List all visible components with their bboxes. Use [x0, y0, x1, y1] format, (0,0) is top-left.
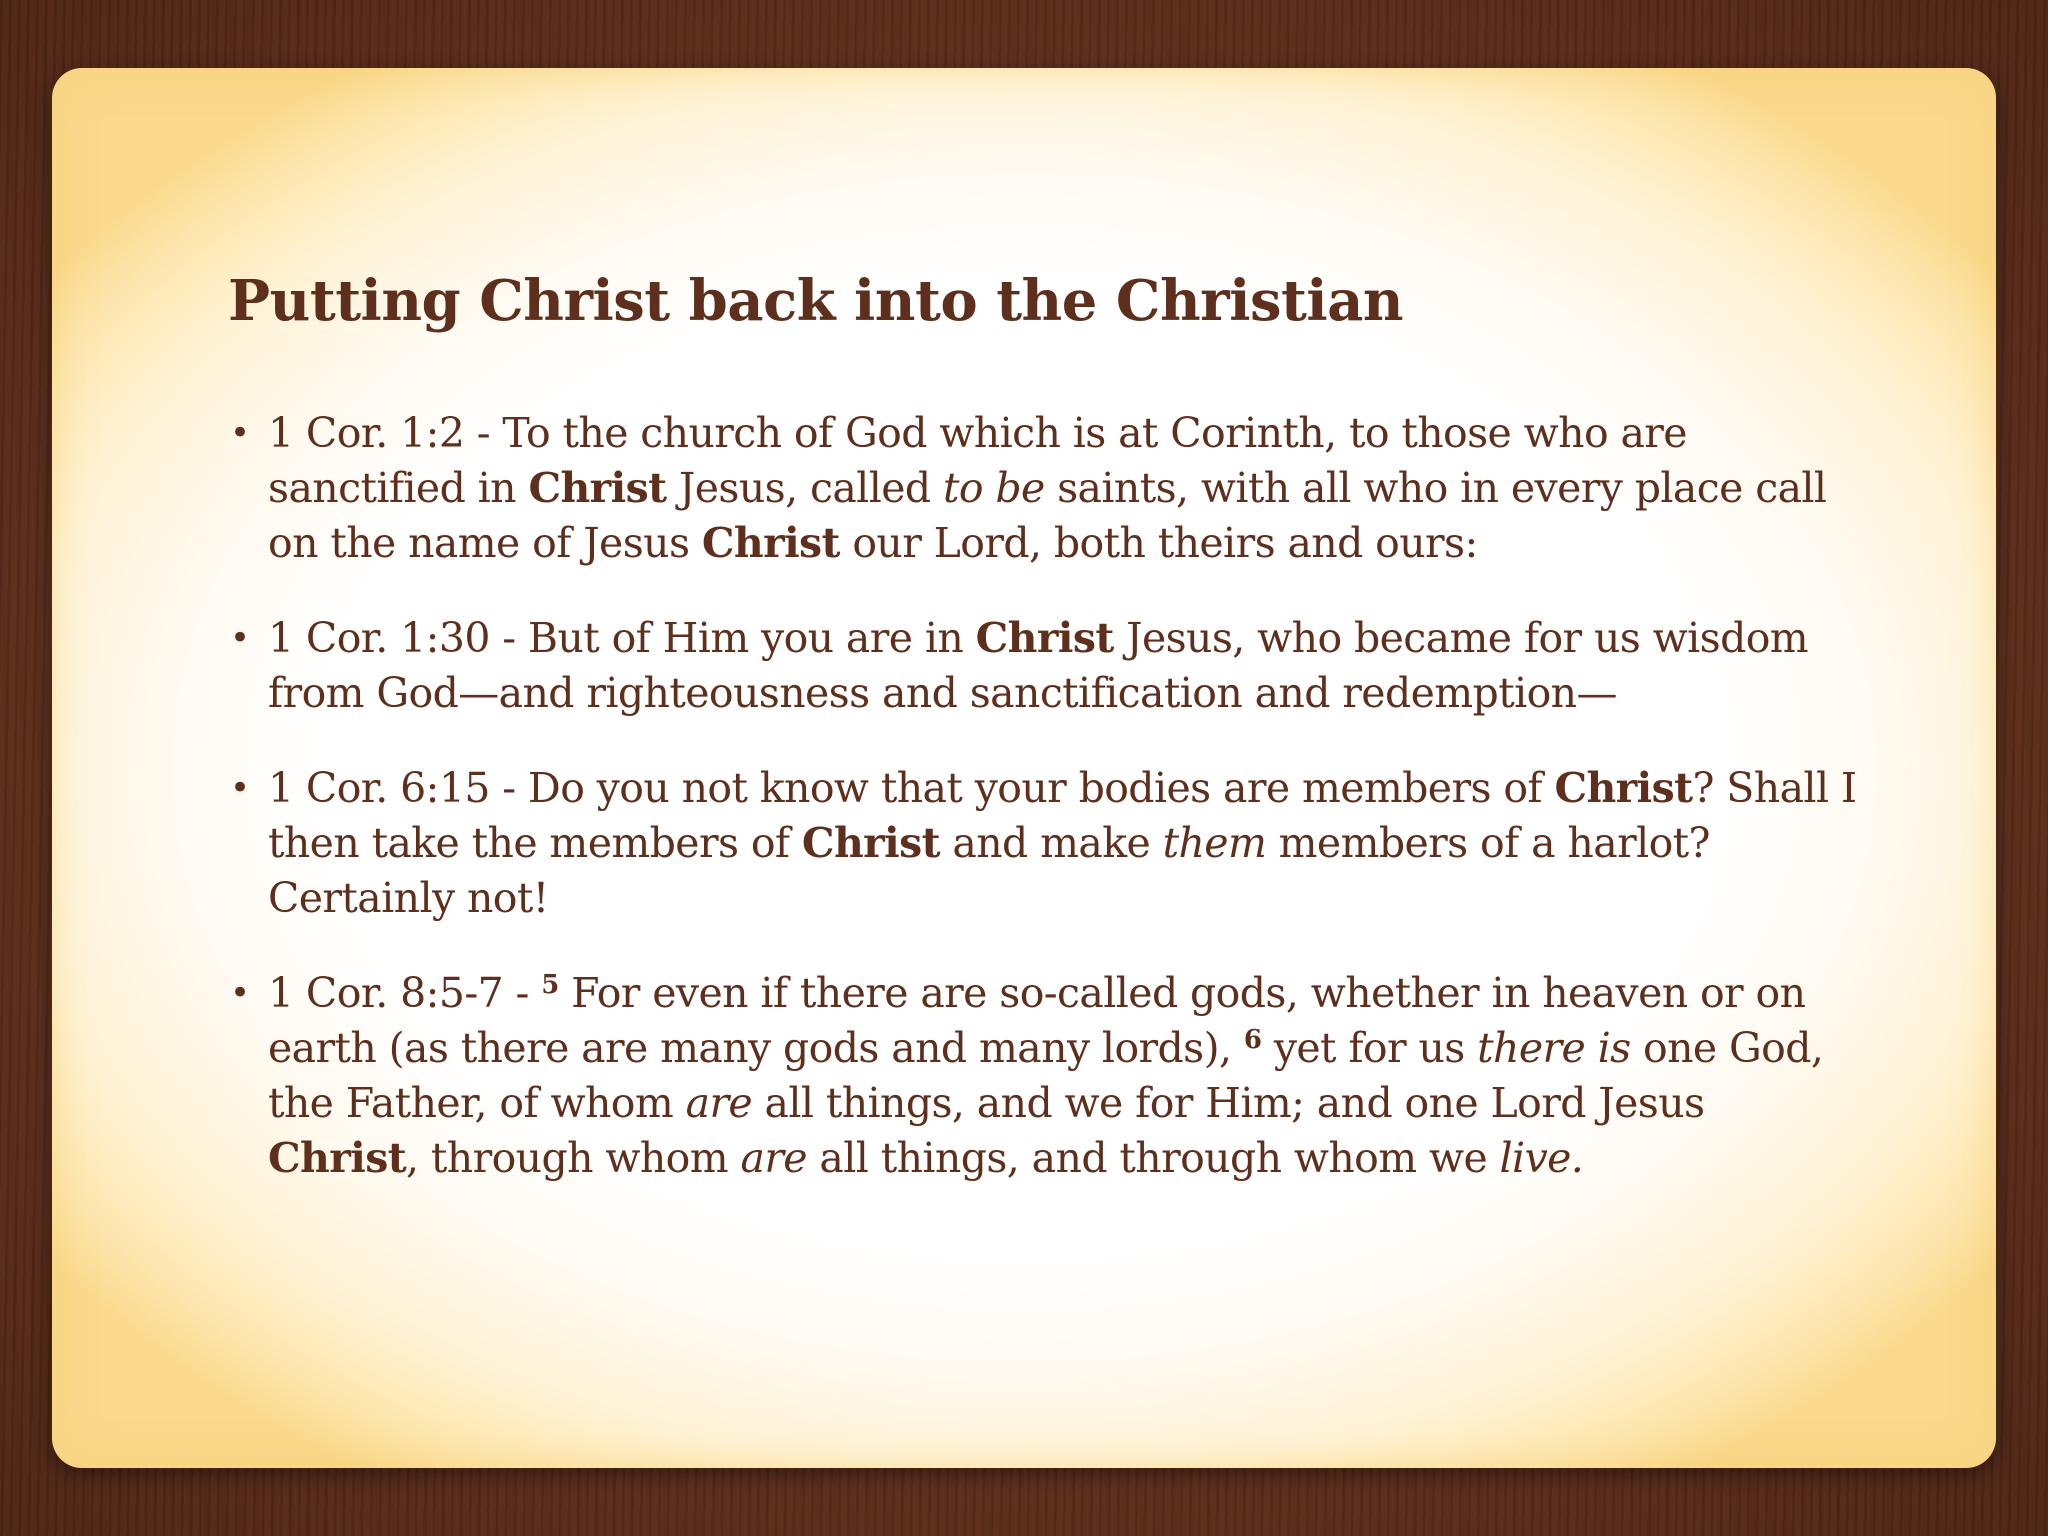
bullet-text: [268, 409, 1826, 567]
bullet-text: [268, 614, 1808, 717]
text-segment: , through whom: [406, 1134, 741, 1182]
bold-text: Christ: [268, 1134, 407, 1182]
text-segment: For even if there are so-called gods, whether in heaven or on earth (as there are many gods and many lords),: [268, 969, 1806, 1072]
bold-text: Christ: [701, 519, 840, 567]
bullet-dot: •: [230, 413, 250, 453]
italic-text: live.: [1499, 1134, 1584, 1182]
text-segment: saints, with all who in every place call on the name of Jesus: [268, 464, 1827, 567]
italic-text: are: [685, 1079, 753, 1127]
bullet-item: [228, 406, 1858, 571]
bullet-dot: •: [230, 618, 250, 658]
text-segment: all things, and through whom we: [806, 1134, 1500, 1182]
bullet-item: [228, 966, 1858, 1186]
text-segment: ? Shall I then take the members of: [268, 764, 1857, 867]
bold-text: Christ: [801, 819, 940, 867]
italic-text: are: [740, 1134, 807, 1182]
italic-text: them: [1162, 819, 1267, 867]
text-segment: 1 Cor. 8:5-7 -: [268, 969, 542, 1017]
verse-number: 5: [541, 970, 559, 1000]
text-segment: 1 Cor. 1:30 - But of Him you are in: [268, 614, 976, 662]
bullet-dot: •: [230, 973, 250, 1013]
slide-title: Putting Christ back into the Christian: [228, 268, 1404, 334]
text-segment: all things, and we for Him; and one Lord Jesus: [752, 1079, 1705, 1127]
slide: [52, 68, 1996, 1468]
bullet-list: [228, 406, 1858, 1226]
text-segment: 1 Cor. 6:15 - Do you not know that your bodies are members of: [268, 764, 1555, 812]
bold-text: Christ: [1554, 764, 1693, 812]
bullet-item: [228, 611, 1858, 721]
bold-text: Christ: [975, 614, 1114, 662]
text-segment: members of a harlot? Certainly not!: [268, 819, 1710, 922]
text-segment: and make: [939, 819, 1163, 867]
verse-number: 6: [1243, 1025, 1262, 1055]
text-segment: 1 Cor. 1:2 - To the church of God which is at Corinth, to those who are sanctified in: [268, 409, 1687, 512]
bold-text: Christ: [528, 464, 667, 512]
text-segment: Jesus, who became for us wisdom from God—and righteousness and sanctification and redemption—: [268, 614, 1809, 717]
bullet-text: [268, 969, 1823, 1182]
bullet-item: [228, 761, 1858, 926]
bullet-dot: •: [230, 768, 250, 808]
text-segment: yet for us: [1261, 1024, 1478, 1072]
bullet-text: [268, 764, 1857, 922]
text-segment: one God, the Father, of whom: [268, 1024, 1824, 1127]
italic-text: to be: [942, 464, 1045, 512]
italic-text: there is: [1477, 1024, 1631, 1072]
text-segment: our Lord, both theirs and ours:: [839, 519, 1478, 567]
text-segment: Jesus, called: [666, 464, 943, 512]
